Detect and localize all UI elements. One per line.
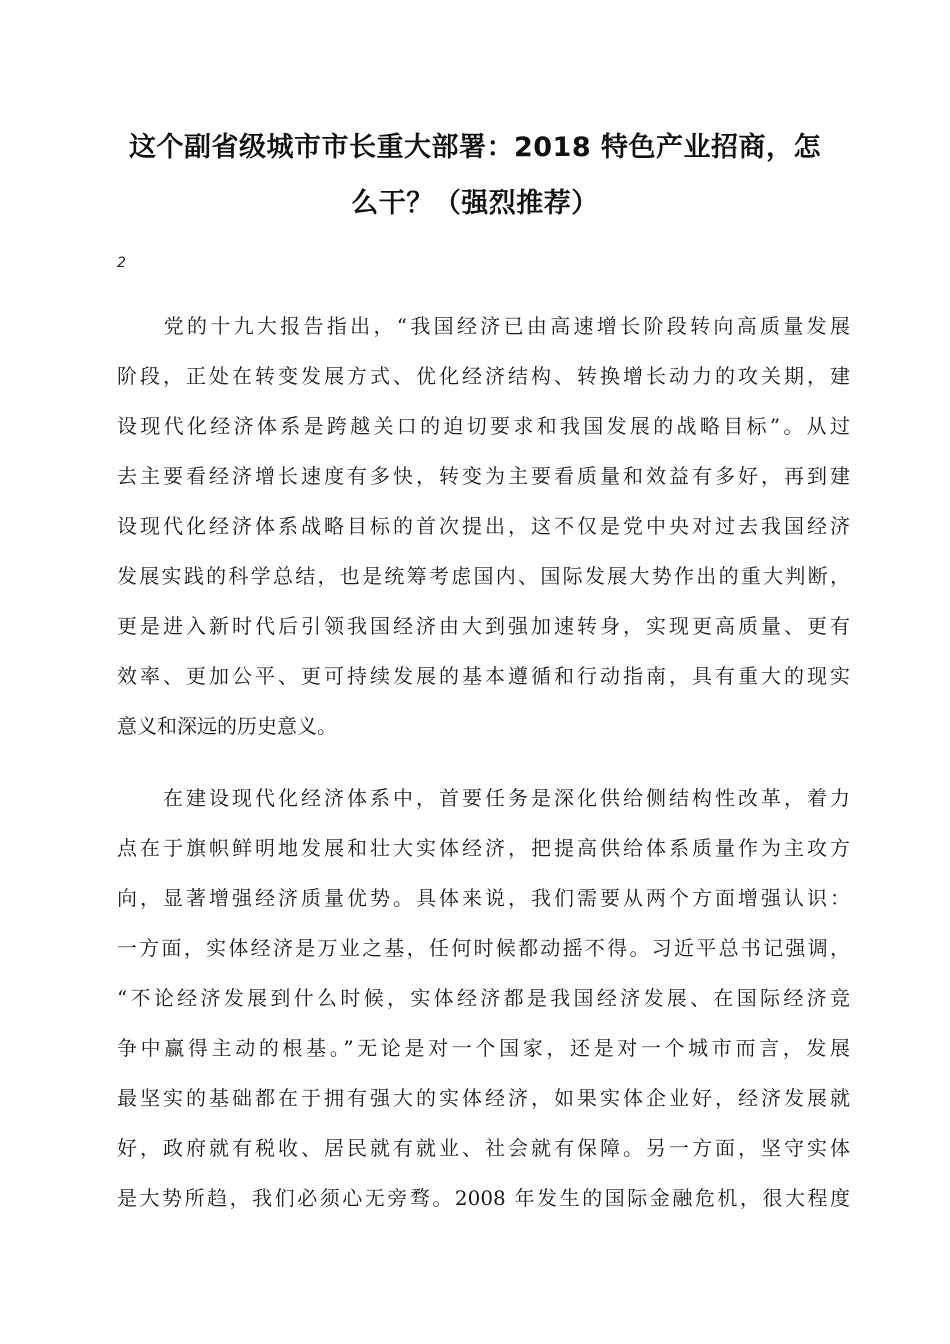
paragraph-line: 效率、更加公平、更可持续发展的基本遵循和行动指南，具有重大的现实 [117, 664, 850, 688]
paragraph-line: 去主要看经济增长速度有多快，转变为主要看质量和效益有多好，再到建 [117, 464, 850, 488]
paragraph-line: 意义和深远的历史意义。 [117, 714, 337, 738]
paragraph-line: 争中赢得主动的根基。”无论是对一个国家，还是对一个城市而言，发展 [117, 1036, 850, 1060]
paragraph-line: 最坚实的基础都在于拥有强大的实体经济，如果实体企业好，经济发展就 [117, 1086, 850, 1110]
paragraph-line: 发展实践的科学总结，也是统筹考虑国内、国际发展大势作出的重大判断， [117, 564, 850, 588]
paragraph-line: 一方面，实体经济是万业之基，任何时候都动摇不得。习近平总书记强调， [117, 936, 850, 960]
paragraph-line: 好，政府就有税收、居民就有就业、社会就有保障。另一方面，坚守实体 [117, 1136, 850, 1160]
paragraph-line: 点在于旗帜鲜明地发展和壮大实体经济，把提高供给体系质量作为主攻方 [117, 836, 850, 860]
paragraph-line: “不论经济发展到什么时候，实体经济都是我国经济发展、在国际经济竞 [117, 986, 850, 1010]
paragraph-line: 设现代化经济体系战略目标的首次提出，这不仅是党中央对过去我国经济 [117, 514, 850, 538]
title-line-1: 这个副省级城市市长重大部署：2018 特色产业招商，怎 [128, 132, 822, 163]
document-title [110, 120, 840, 232]
paragraph-1 [117, 301, 850, 751]
paragraph-line: 更是进入新时代后引领我国经济由大到强加速转身，实现更高质量、更有 [117, 614, 850, 638]
paragraph-2 [117, 773, 850, 1223]
paragraph-line: 党的十九大报告指出，“我国经济已由高速增长阶段转向高质量发展 [117, 314, 850, 338]
paragraph-line: 阶段，正处在转变发展方式、优化经济结构、转换增长动力的攻关期，建 [117, 364, 850, 388]
page-number: 2 [117, 255, 126, 271]
paragraph-line: 设现代化经济体系是跨越关口的迫切要求和我国发展的战略目标”。从过 [117, 414, 850, 438]
paragraph-line: 向，显著增强经济质量优势。具体来说，我们需要从两个方面增强认识： [117, 886, 850, 910]
title-line-2: 么干？（强烈推荐） [351, 188, 599, 219]
paragraph-line: 在建设现代化经济体系中，首要任务是深化供给侧结构性改革，着力 [117, 786, 850, 810]
paragraph-line: 是大势所趋，我们必须心无旁骛。2008 年发生的国际金融危机，很大程度 [117, 1186, 850, 1210]
